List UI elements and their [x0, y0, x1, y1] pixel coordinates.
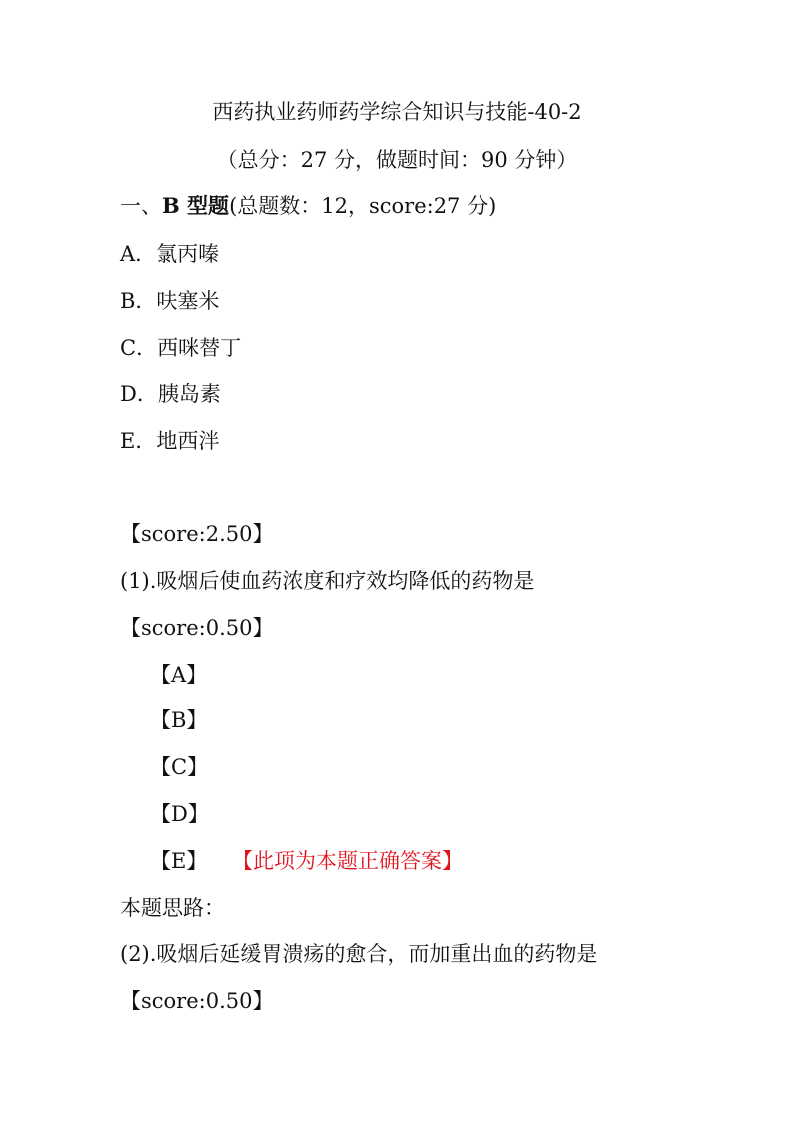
group-score: 【score:2.50】: [120, 522, 274, 546]
correct-answer-note: 【此项为本题正确答案】: [232, 849, 463, 873]
choice-e: 【E】: [150, 849, 208, 873]
option-c: C．西咪替丁: [120, 336, 242, 360]
section-heading: [120, 192, 496, 220]
section-prefix: 一、: [120, 194, 162, 218]
rationale-label: 本题思路：: [120, 896, 225, 920]
choice-b: 【B】: [150, 708, 208, 732]
option-b: B．呋塞米: [120, 289, 220, 313]
option-e: E．地西泮: [120, 429, 220, 453]
option-d: D．胰岛素: [120, 382, 221, 406]
question-2-text: (2).吸烟后延缓胃溃疡的愈合，而加重出血的药物是: [120, 942, 598, 966]
choice-c: 【C】: [150, 755, 209, 779]
section-info: (总题数：12，score:27 分): [229, 194, 497, 218]
choice-a: 【A】: [150, 663, 208, 687]
question-1-score: 【score:0.50】: [120, 616, 274, 640]
choice-d: 【D】: [150, 802, 209, 826]
page-title: 西药执业药师药学综合知识与技能-40-2: [212, 100, 582, 124]
question-2-score: 【score:0.50】: [120, 989, 274, 1013]
question-1-text: (1).吸烟后使血药浓度和疗效均降低的药物是: [120, 569, 535, 593]
section-type: B 型题: [162, 193, 230, 218]
exam-meta: （总分：27 分，做题时间：90 分钟）: [216, 148, 578, 172]
option-a: A．氯丙嗪: [120, 242, 220, 266]
